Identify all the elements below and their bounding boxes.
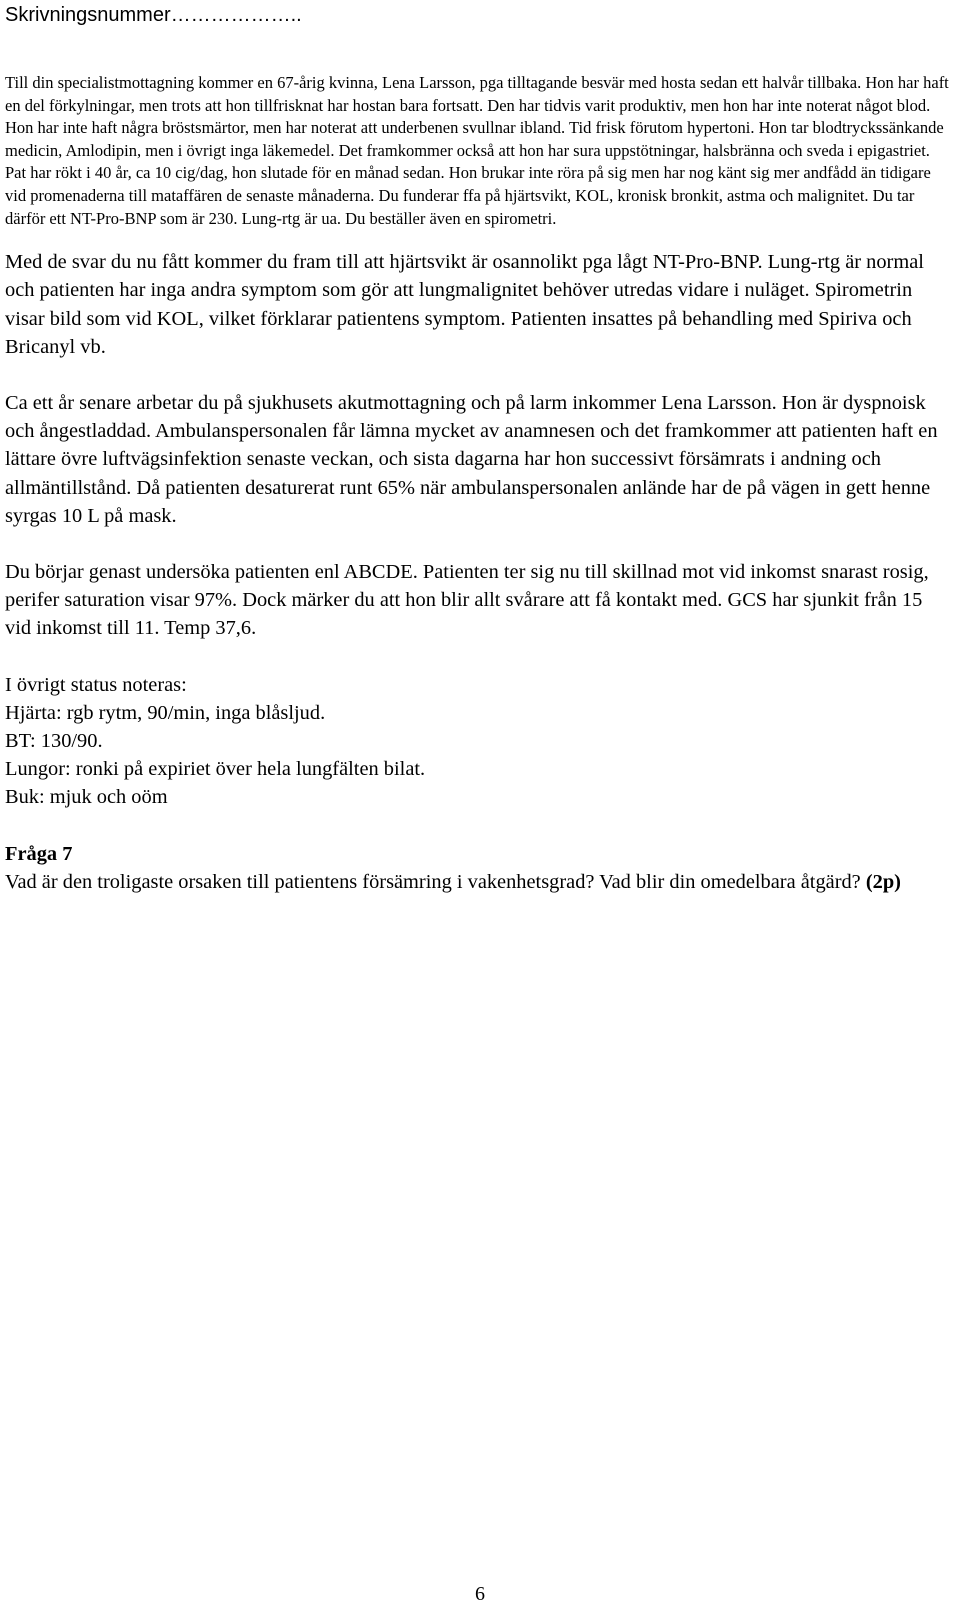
question-section (5, 840, 950, 896)
status-intro: I övrigt status noteras: (5, 673, 187, 696)
paragraph-emergency: Ca ett år senare arbetar du på sjukhusets akutmottagning och på larm inkommer Lena Larsson. Hon är dyspnoisk och ångestladdad. Ambulanspersonalen får lämna mycket av anamnesen och det framkommer att patienten haft en lättare övre luftvägsinfektion senaste veckan, och sista dagarna har hon successivt försämrats i andning och allmäntillstånd. Då patienten desaturerat runt 65% när ambulanspersonalen anlände har de på vägen in gett henne syrgas 10 L på mask. (5, 391, 938, 527)
question-points: (2p) (865, 870, 901, 893)
paragraph-abcde: Du börjar genast undersöka patienten enl ABCDE. Patienten ter sig nu till skillnad mot vid inkomst snarast rosig, perifer saturation visar 97%. Dock märker du att hon blir allt svårare att få kontakt med. GCS har sjunkit från 15 vid inkomst till 11. Temp 37,6. (5, 560, 929, 640)
document-page (5, 0, 950, 896)
case-intro-paragraph: Till din specialistmottagning kommer en 67-årig kvinna, Lena Larsson, pga tilltagande besvär med hosta sedan ett halvår tillbaka. Hon har haft en del förkylningar, men trots att hon tillfrisknat har hostan bara fortsatt. Den har tidvis varit produktiv, men hon har inte noterat något blod. Hon har inte haft några bröstsmärtor, men har noterat att underbenen svullnar ibland. Tid frisk förutom hypertoni. Hon tar blodtryckssänkande medicin, Amlodipin, men i övrigt inga läkemedel. Det framkommer också att hon har sura uppstötningar, halsbränna och sveda i epigastriet. Pat har rökt i 40 år, ca 10 cig/dag, hon slutade för en månad sedan. Hon brukar inte röra på sig men har nog känt sig mer andfådd än tidigare vid promenaderna till mataffären de senaste månaderna. Du funderar ffa på hjärtsvikt, KOL, kronisk bronkit, astma och malignitet. Du tar därför ett NT-Pro-BNP som är 230. Lung-rtg är ua. Du beställer även en spirometri. (5, 73, 949, 228)
status-blood-pressure: BT: 130/90. (5, 730, 103, 752)
page-number: 6 (475, 1583, 485, 1605)
status-heart: Hjärta: rgb rytm, 90/min, inga blåsljud. (5, 701, 326, 724)
status-abdomen: Buk: mjuk och oöm (5, 786, 168, 809)
status-lungs: Lungor: ronki på expiriet över hela lungfälten bilat. (5, 758, 426, 781)
paragraph-assessment: Med de svar du nu fått kommer du fram till att hjärtsvikt är osannolikt pga lågt NT-Pro-BNP. Lung-rtg är normal och patienten har inga andra symptom som gör att lungmalignitet behöver utredas vidare i nuläget. Spirometrin visar bild som vid KOL, vilket förklarar patientens symptom. Patienten insattes på behandling med Spiriva och Bricanyl vb. (5, 251, 924, 358)
question-text-container (5, 868, 950, 896)
exam-number-label: Skrivningsnummer……………….. (5, 4, 302, 26)
status-section (5, 671, 950, 812)
question-text: Vad är den troligaste orsaken till patientens försämring i vakenhetsgrad? Vad blir din omedelbara åtgärd? (5, 870, 866, 893)
question-title: Fråga 7 (5, 842, 73, 865)
